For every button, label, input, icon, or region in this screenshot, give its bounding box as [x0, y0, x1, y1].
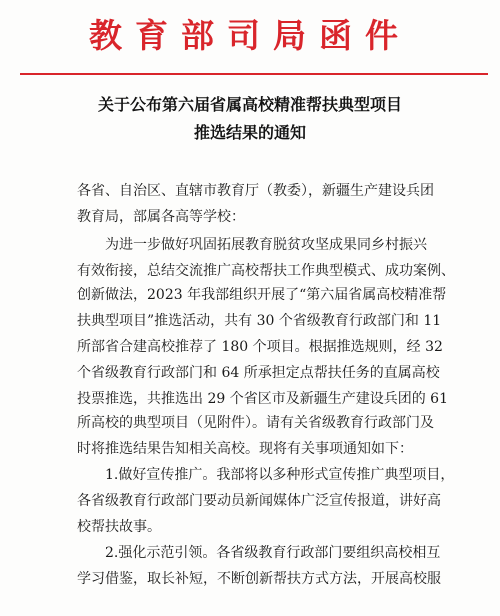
body-line: 教育局，部属各高等学校：: [77, 209, 245, 225]
body-line: 创新做法，2023 年我部组织开展了“第六届省属高校精准帮: [77, 287, 447, 303]
body-line: 所部省合建高校推荐了 180 个项目。根据推选规则，经 32: [77, 339, 443, 355]
letterhead-title: 教育部司局函件: [89, 16, 411, 55]
letterhead-red-rule: [20, 73, 488, 75]
body-line: 所高校的典型项目（见附件）。请有关省级教育行政部门及: [77, 415, 434, 431]
body-line: 1.做好宣传推广。我部将以多种形式宣传推广典型项目，: [77, 467, 455, 483]
notice-title-line-1: 关于公布第六届省属高校精准帮扶典型项目: [97, 95, 402, 114]
body-line: 2.强化示范引领。各省级教育行政部门要组织高校相互: [77, 545, 441, 561]
body-line: 个省级教育行政部门和 64 所承担定点帮扶任务的直属高校: [77, 365, 440, 381]
body-line: 时将推选结果告知相关高校。现将有关事项通知如下：: [77, 441, 413, 457]
body-line: 各省、自治区、直辖市教育厅（教委），新疆生产建设兵团: [77, 183, 434, 199]
notice-title-line-2: 推选结果的通知: [193, 123, 306, 142]
body-line: 各省级教育行政部门要动员新闻媒体广泛宣传报道，讲好高: [77, 493, 441, 509]
body-line: 有效衔接，总结交流推广高校帮扶工作典型模式、成功案例、: [77, 263, 455, 279]
body-line: 投票推选，共推选出 29 个省区市及新疆生产建设兵团的 61: [77, 391, 448, 407]
body-line: 扶典型项目”推选活动，共有 30 个省级教育行政部门和 11: [77, 313, 442, 329]
body-line: 校帮扶故事。: [77, 519, 161, 535]
body-line: 学习借鉴，取长补短，不断创新帮扶方式方法，开展高校服: [77, 571, 441, 587]
body-line: 为进一步做好巩固拓展教育脱贫攻坚成果同乡村振兴: [77, 237, 427, 253]
